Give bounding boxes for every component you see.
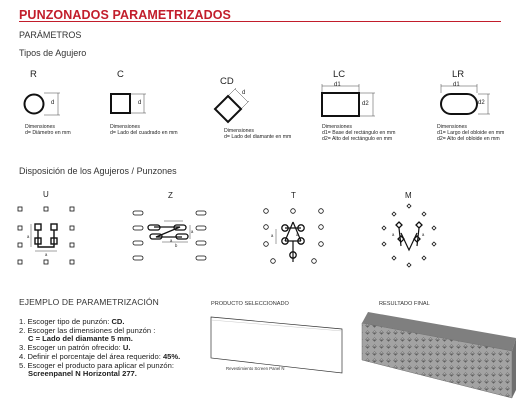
- example-step: 2. Escoger las dimensiones del punzón :: [19, 325, 156, 335]
- dim-label-b: b: [175, 243, 178, 248]
- layout-heading: Disposición de los Agujeros / Punzones: [19, 166, 177, 176]
- dim-label-d: d: [242, 90, 246, 96]
- dim-label-d1: d1: [334, 82, 341, 88]
- example-step: 3. Escoger un patrón ofrecido: U.: [19, 343, 131, 353]
- dim-label-a: a: [271, 233, 274, 238]
- dim-label-d2: d2: [478, 100, 485, 106]
- page-title: PUNZONADOS PARAMETRIZADOS: [19, 8, 231, 22]
- dim-label-a: a: [392, 232, 395, 237]
- dim-label-a: a: [170, 238, 173, 243]
- hole-type-code-lr: LR: [452, 69, 465, 80]
- hole-caption-r: Dimensiones d= Diámetro en mm: [25, 124, 71, 137]
- example-step: 1. Escoger tipo de punzón: CD.: [19, 317, 125, 326]
- example-heading: EJEMPLO DE PARAMETRIZACIÓN: [19, 297, 159, 307]
- example-step: Screenpanel N Horizontal 277.: [28, 369, 137, 379]
- example-step: C = Lado del diamante 5 mm.: [28, 334, 133, 344]
- hole-caption-lc: Dimensiones d1= Base del rectángulo en mm d2= Alto del rectángulo en mm: [322, 124, 396, 143]
- dim-label-a: a: [191, 229, 194, 234]
- dim-label-d1: d1: [453, 82, 460, 88]
- hole-types-heading: Tipos de Agujero: [19, 48, 87, 58]
- result-heading: RESULTADO FINAL: [379, 301, 430, 307]
- example-step: 4. Definir el porcentaje del área requerido: 45%.: [19, 351, 181, 361]
- dim-label-a: a: [27, 234, 30, 239]
- hole-caption-cd: Dimensiones d= Lado del diamante en mm: [224, 128, 292, 141]
- hole-caption-c: Dimensiones d= Lado del cuadrado en mm: [110, 124, 178, 137]
- pattern-code-z: Z: [168, 191, 173, 200]
- hole-type-code-c: C: [117, 69, 124, 80]
- hole-type-code-r: R: [30, 69, 37, 80]
- example-step: 5. Escoger el producto para aplicar el punzón:: [19, 360, 174, 370]
- dim-label-a: a: [45, 252, 48, 257]
- pattern-code-m: M: [405, 191, 412, 200]
- product-heading: PRODUCTO SELECCIONADO: [211, 301, 289, 307]
- hole-type-code-lc: LC: [333, 69, 346, 80]
- dim-label-d2: d2: [362, 101, 369, 107]
- dim-label-d: d: [51, 100, 55, 106]
- product-caption: Revestimiento Screen Panel N: [226, 366, 285, 371]
- dim-label-a: a: [296, 232, 299, 237]
- dim-label-d: d: [138, 100, 142, 106]
- dim-label-a: a: [422, 232, 425, 237]
- pattern-code-t: T: [291, 191, 296, 200]
- pattern-code-u: U: [43, 190, 49, 199]
- hole-type-code-cd: CD: [220, 76, 234, 87]
- params-heading: PARÁMETROS: [19, 30, 82, 40]
- hole-caption-lr: Dimensiones d1= Largo del obloide en mm d2= Alto del obloide en mm: [437, 124, 505, 143]
